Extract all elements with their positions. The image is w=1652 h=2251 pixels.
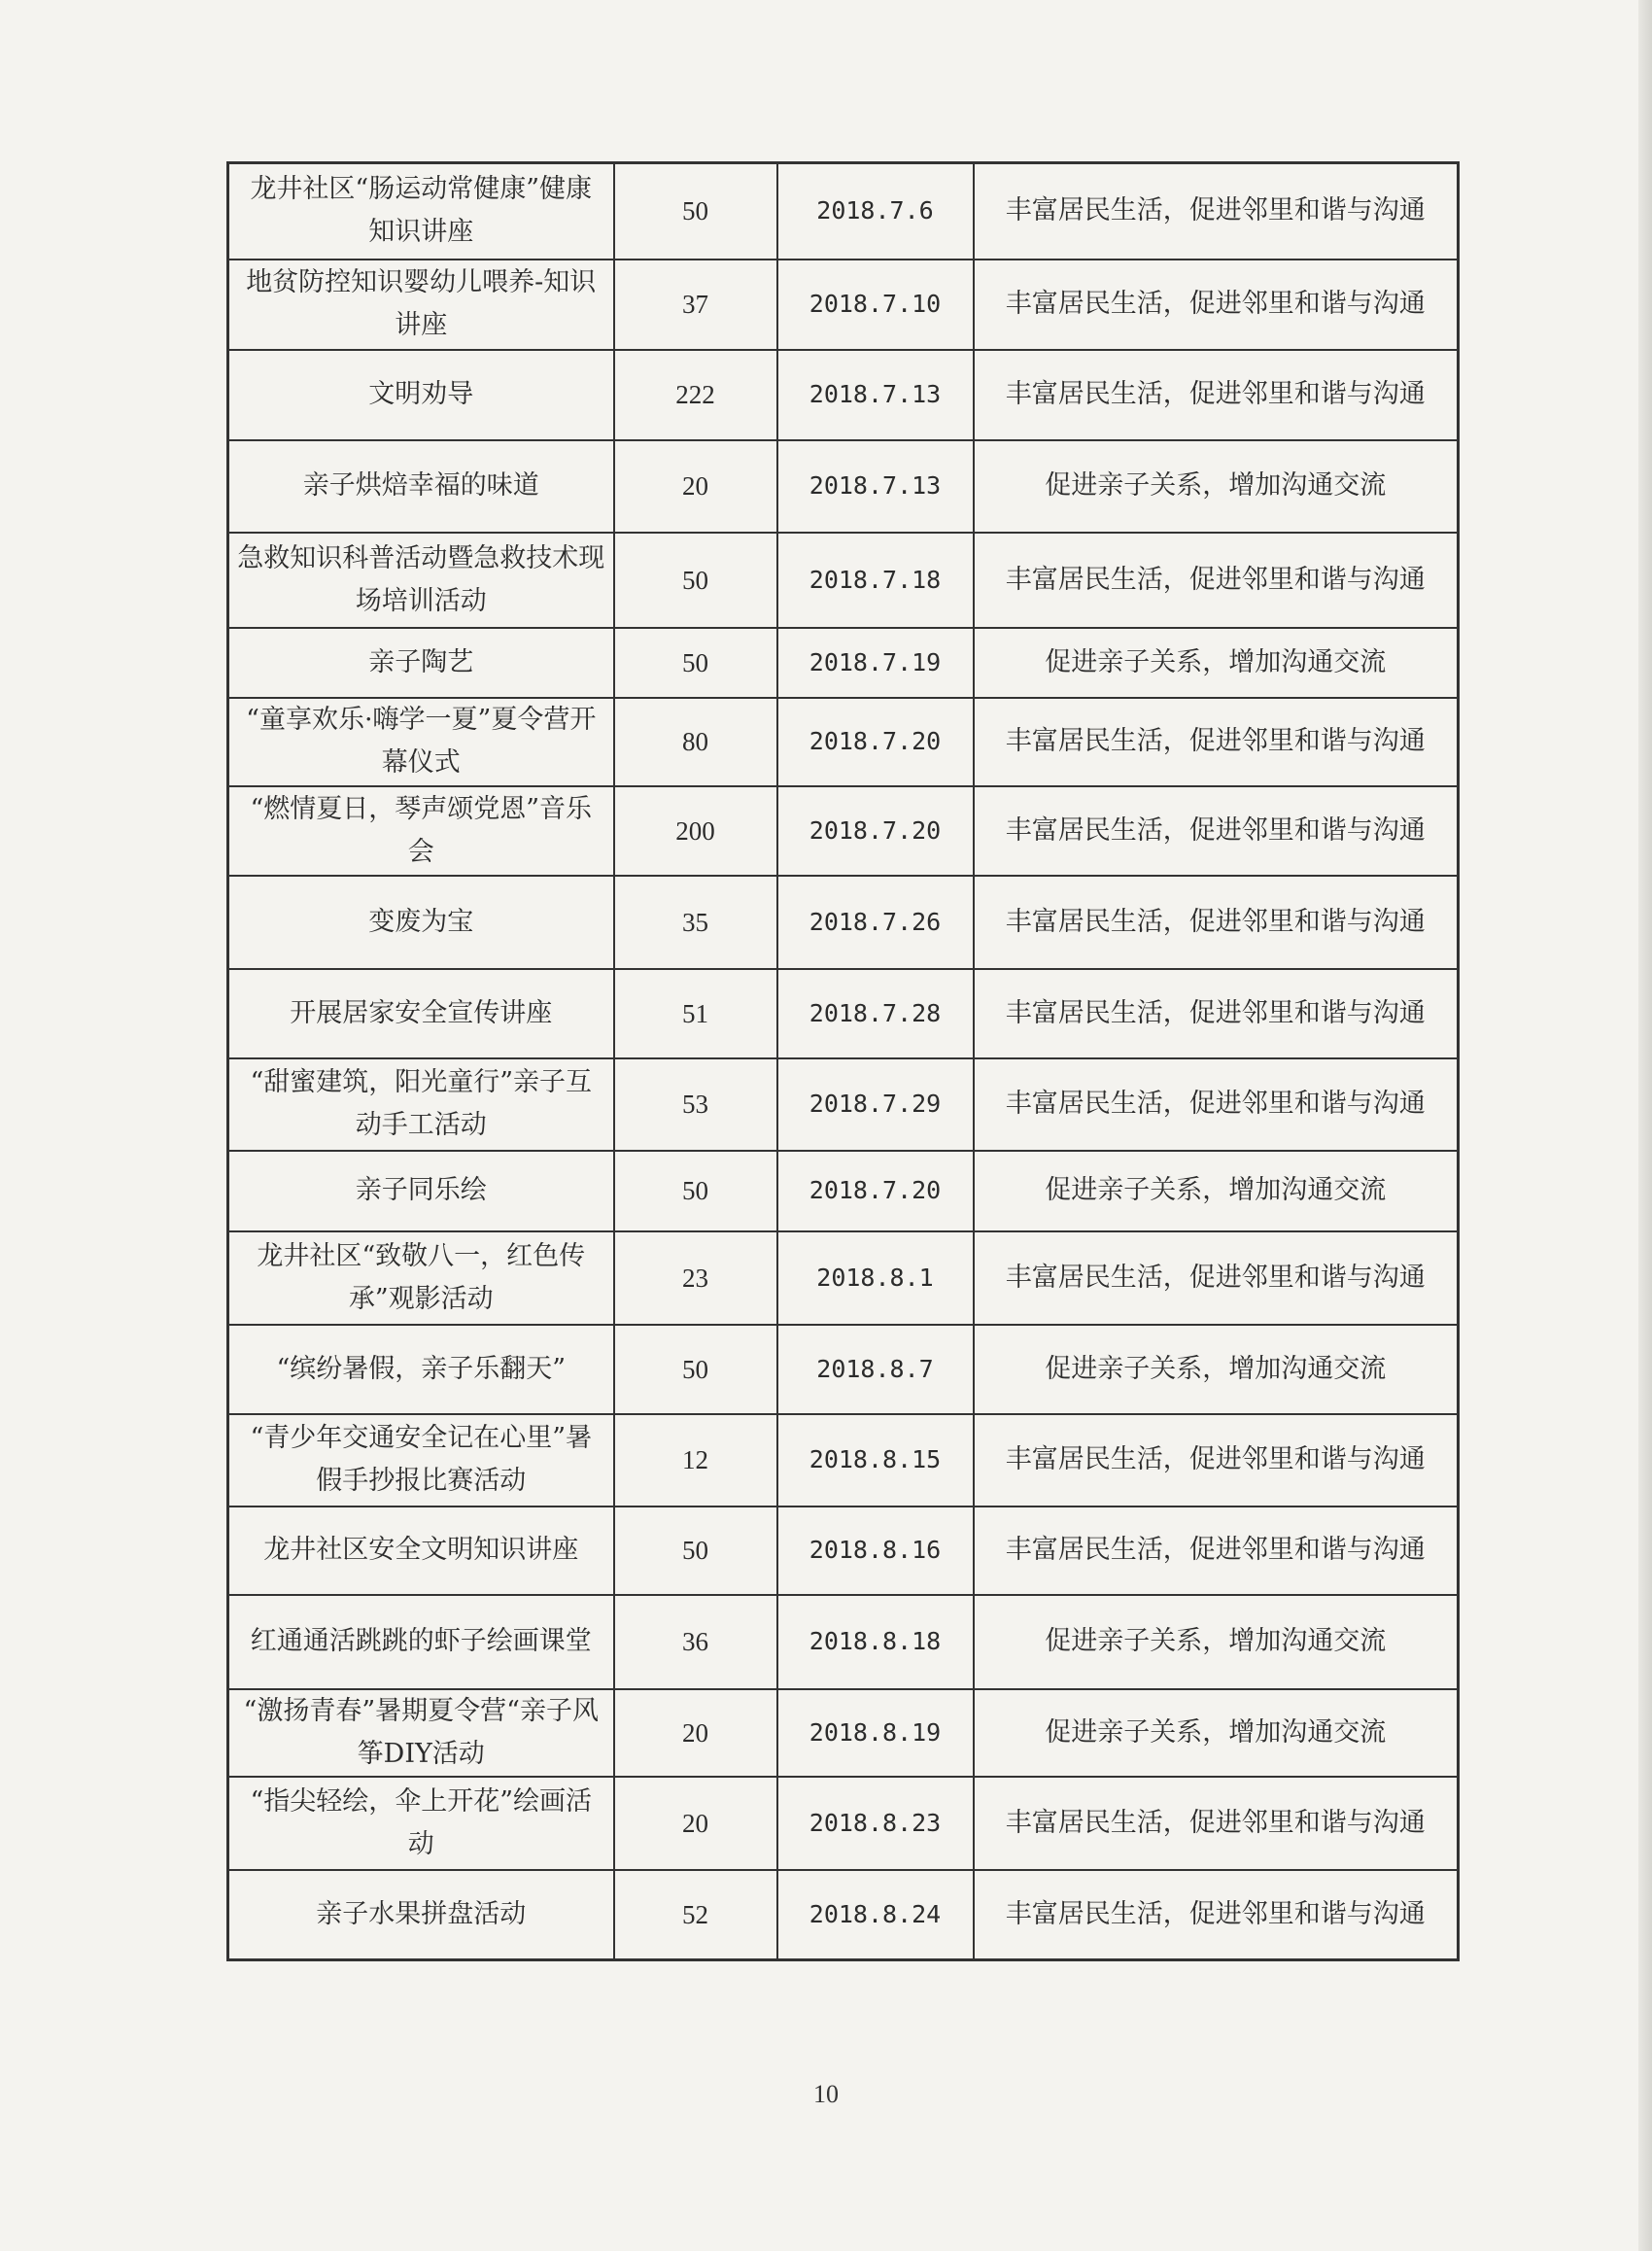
activity-date-cell: 2018.8.24 [777,1870,974,1960]
table-row [228,1414,1459,1506]
table-row [228,876,1459,969]
participant-count-cell: 36 [614,1595,777,1689]
activity-date-cell: 2018.7.18 [777,533,974,628]
activity-effect-cell: 丰富居民生活，促进邻里和谐与沟通 [974,350,1459,440]
activity-name-cell: “激扬青春”暑期夏令营“亲子风筝DIY活动 [228,1689,614,1777]
participant-count-cell: 20 [614,1777,777,1870]
table-row [228,1777,1459,1870]
activity-table-body [228,163,1459,1960]
activity-effect-cell: 促进亲子关系，增加沟通交流 [974,1325,1459,1414]
table-row [228,628,1459,698]
activity-effect-cell: 丰富居民生活，促进邻里和谐与沟通 [974,1777,1459,1870]
table-row [228,1151,1459,1231]
activity-date-cell: 2018.7.6 [777,163,974,260]
activity-effect-cell: 丰富居民生活，促进邻里和谐与沟通 [974,1414,1459,1506]
participant-count-cell: 200 [614,786,777,876]
activity-name-cell: 龙井社区“肠运动常健康”健康知识讲座 [228,163,614,260]
table-row [228,163,1459,260]
activity-effect-cell: 丰富居民生活，促进邻里和谐与沟通 [974,1231,1459,1325]
activity-effect-cell: 丰富居民生活，促进邻里和谐与沟通 [974,163,1459,260]
activity-name-cell: 急救知识科普活动暨急救技术现场培训活动 [228,533,614,628]
activity-date-cell: 2018.7.20 [777,786,974,876]
page-edge-shadow [1638,0,1652,2251]
activity-name-cell: “甜蜜建筑，阳光童行”亲子互动手工活动 [228,1058,614,1151]
participant-count-cell: 51 [614,969,777,1058]
activity-effect-cell: 促进亲子关系，增加沟通交流 [974,1689,1459,1777]
activity-table [226,161,1460,1961]
participant-count-cell: 37 [614,260,777,350]
participant-count-cell: 20 [614,1689,777,1777]
activity-name-cell: “缤纷暑假，亲子乐翻天” [228,1325,614,1414]
activity-date-cell: 2018.7.26 [777,876,974,969]
participant-count-cell: 222 [614,350,777,440]
participant-count-cell: 50 [614,1151,777,1231]
activity-name-cell: 变废为宝 [228,876,614,969]
table-row [228,260,1459,350]
activity-date-cell: 2018.8.7 [777,1325,974,1414]
activity-effect-cell: 促进亲子关系，增加沟通交流 [974,440,1459,533]
table-row [228,1595,1459,1689]
activity-effect-cell: 丰富居民生活，促进邻里和谐与沟通 [974,876,1459,969]
participant-count-cell: 52 [614,1870,777,1960]
participant-count-cell: 50 [614,1506,777,1595]
participant-count-cell: 12 [614,1414,777,1506]
activity-name-cell: 龙井社区“致敬八一，红色传承”观影活动 [228,1231,614,1325]
participant-count-cell: 50 [614,628,777,698]
activity-date-cell: 2018.7.20 [777,1151,974,1231]
activity-effect-cell: 丰富居民生活，促进邻里和谐与沟通 [974,786,1459,876]
activity-name-cell: 文明劝导 [228,350,614,440]
activity-name-cell: “指尖轻绘，伞上开花”绘画活动 [228,1777,614,1870]
activity-effect-cell: 丰富居民生活，促进邻里和谐与沟通 [974,969,1459,1058]
activity-effect-cell: 丰富居民生活，促进邻里和谐与沟通 [974,1870,1459,1960]
table-row [228,1058,1459,1151]
activity-date-cell: 2018.8.15 [777,1414,974,1506]
table-row [228,533,1459,628]
activity-date-cell: 2018.7.13 [777,350,974,440]
activity-date-cell: 2018.8.19 [777,1689,974,1777]
table-row [228,1325,1459,1414]
activity-name-cell: “童享欢乐·嗨学一夏”夏令营开幕仪式 [228,698,614,786]
table-row [228,1689,1459,1777]
activity-name-cell: 亲子同乐绘 [228,1151,614,1231]
activity-effect-cell: 丰富居民生活，促进邻里和谐与沟通 [974,698,1459,786]
activity-date-cell: 2018.8.18 [777,1595,974,1689]
table-row [228,786,1459,876]
activity-date-cell: 2018.7.28 [777,969,974,1058]
activity-date-cell: 2018.8.1 [777,1231,974,1325]
activity-date-cell: 2018.7.29 [777,1058,974,1151]
table-row [228,698,1459,786]
table-row [228,1870,1459,1960]
table-row [228,1506,1459,1595]
activity-effect-cell: 促进亲子关系，增加沟通交流 [974,1151,1459,1231]
activity-effect-cell: 丰富居民生活，促进邻里和谐与沟通 [974,1506,1459,1595]
activity-name-cell: 开展居家安全宣传讲座 [228,969,614,1058]
participant-count-cell: 35 [614,876,777,969]
table-row [228,350,1459,440]
table-row [228,969,1459,1058]
activity-date-cell: 2018.7.10 [777,260,974,350]
participant-count-cell: 50 [614,163,777,260]
participant-count-cell: 53 [614,1058,777,1151]
participant-count-cell: 80 [614,698,777,786]
table-row [228,1231,1459,1325]
activity-date-cell: 2018.8.16 [777,1506,974,1595]
participant-count-cell: 20 [614,440,777,533]
page-number: 10 [813,2080,839,2108]
activity-effect-cell: 丰富居民生活，促进邻里和谐与沟通 [974,260,1459,350]
activity-effect-cell: 丰富居民生活，促进邻里和谐与沟通 [974,1058,1459,1151]
activity-name-cell: 亲子烘焙幸福的味道 [228,440,614,533]
activity-name-cell: “燃情夏日，琴声颂党恩”音乐会 [228,786,614,876]
participant-count-cell: 50 [614,1325,777,1414]
activity-date-cell: 2018.7.19 [777,628,974,698]
activity-date-cell: 2018.7.13 [777,440,974,533]
activity-name-cell: 亲子水果拼盘活动 [228,1870,614,1960]
activity-effect-cell: 促进亲子关系，增加沟通交流 [974,628,1459,698]
activity-name-cell: 红通通活跳跳的虾子绘画课堂 [228,1595,614,1689]
activity-effect-cell: 促进亲子关系，增加沟通交流 [974,1595,1459,1689]
participant-count-cell: 50 [614,533,777,628]
activity-effect-cell: 丰富居民生活，促进邻里和谐与沟通 [974,533,1459,628]
activity-name-cell: 亲子陶艺 [228,628,614,698]
participant-count-cell: 23 [614,1231,777,1325]
activity-date-cell: 2018.8.23 [777,1777,974,1870]
table-row [228,440,1459,533]
activity-date-cell: 2018.7.20 [777,698,974,786]
activity-name-cell: “青少年交通安全记在心里”暑假手抄报比赛活动 [228,1414,614,1506]
activity-name-cell: 龙井社区安全文明知识讲座 [228,1506,614,1595]
activity-name-cell: 地贫防控知识婴幼儿喂养-知识讲座 [228,260,614,350]
